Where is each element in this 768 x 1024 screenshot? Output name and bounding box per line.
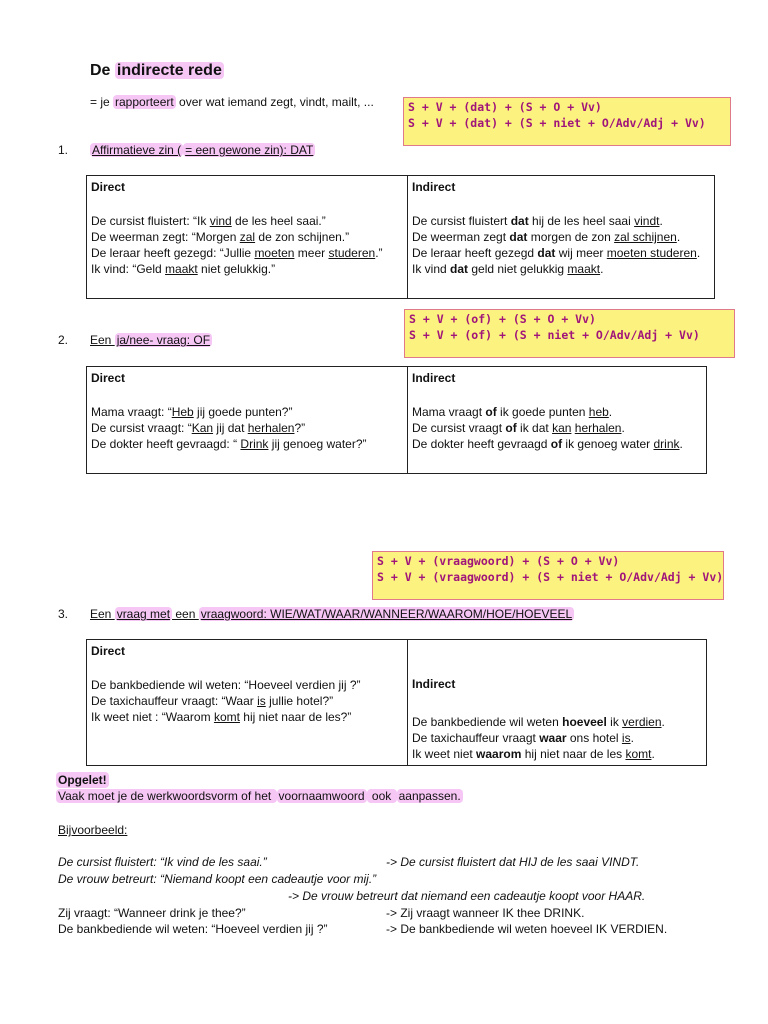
direct-column <box>87 640 408 766</box>
example-sentence: De taxichauffeur vraagt: “Waar is jullie hotel?” <box>91 694 334 708</box>
note-text: voornaamwoord <box>278 789 365 803</box>
example-sentence: De weerman zegt dat morgen de zon zal schijnen. <box>412 230 681 244</box>
example-sentence: Ik vind dat geld niet gelukkig maakt. <box>412 262 604 276</box>
section-heading-3 <box>90 607 574 621</box>
formula-line: S + V + (of) + (S + niet + O/Adv/Adj + Vv) <box>409 328 700 342</box>
heading-part: Een <box>90 333 115 347</box>
formula-line: S + V + (dat) + (S + O + Vv) <box>408 100 602 114</box>
title-highlight: indirecte rede <box>116 62 222 79</box>
column-header: Direct <box>91 644 126 658</box>
formula-box-of <box>404 309 735 358</box>
example-sentence: Mama vraagt: “Heb jij goede punten?” <box>91 405 293 419</box>
example-sentence: De taxichauffeur vraagt waar ons hotel is. <box>412 731 634 745</box>
column-header: Indirect <box>412 180 456 194</box>
example-sentence: Mama vraagt of ik goede punten heb. <box>412 405 613 419</box>
definition-highlight: rapporteert <box>115 95 174 109</box>
example-sentence: De cursist fluistert: “Ik vind de les heel saai.” <box>91 214 326 228</box>
direct-column <box>87 367 408 474</box>
definition-text: over wat iemand zegt, vindt, mailt, ... <box>175 95 374 109</box>
comparison-table-1 <box>86 175 715 299</box>
page-title <box>90 62 224 80</box>
example-sentence: De dokter heeft gevraagd of ik genoeg water drink. <box>412 437 683 451</box>
comparison-table-2 <box>86 366 707 474</box>
example-left: Zij vraagt: “Wanneer drink je thee?” <box>58 906 246 920</box>
definition-text: = je <box>90 95 114 109</box>
indirect-column <box>408 367 707 474</box>
column-header: Indirect <box>412 371 456 385</box>
example-sentence: Ik vind: “Geld maakt niet gelukkig.” <box>91 262 276 276</box>
note-block <box>56 772 463 804</box>
indirect-column <box>408 640 707 766</box>
definition <box>90 95 374 109</box>
comparison-table-3 <box>86 639 707 766</box>
formula-box-dat <box>403 97 731 146</box>
example-sentence: De cursist vraagt: “Kan jij dat herhalen?” <box>91 421 306 435</box>
section-heading-2 <box>90 333 212 347</box>
column-header: Indirect <box>412 677 456 691</box>
column-header: Direct <box>91 180 126 194</box>
note-title: Opgelet! <box>58 773 107 787</box>
title-prefix: De <box>90 62 115 79</box>
section-number: 3. <box>58 607 69 621</box>
heading-part: Affirmatieve zin ( <box>92 143 182 157</box>
heading-part: ja/nee- vraag: OF <box>116 333 211 347</box>
example-left: De vrouw betreurt: “Niemand koopt een cadeautje voor mij.” <box>58 872 377 886</box>
heading-part: Een <box>90 607 115 621</box>
section-heading-1 <box>90 143 315 157</box>
formula-line: S + V + (vraagwoord) + (S + O + Vv) <box>377 554 620 568</box>
formula-line: S + V + (vraagwoord) + (S + niet + O/Adv/Adj + Vv) <box>377 570 724 584</box>
example-sentence: De cursist vraagt of ik dat kan herhalen. <box>412 421 625 435</box>
example-right: -> De cursist fluistert dat HIJ de les saai VINDT. <box>386 855 640 869</box>
column-header: Direct <box>91 371 126 385</box>
example-sentence: De dokter heeft gevraagd: “ Drink jij genoeg water?” <box>91 437 367 451</box>
example-sentence: De weerman zegt: “Morgen zal de zon schijnen.” <box>91 230 350 244</box>
examples-label: Bijvoorbeeld: <box>58 823 128 837</box>
example-left: De bankbediende wil weten: “Hoeveel verdien jij ?” <box>58 922 328 936</box>
indirect-column <box>408 176 715 299</box>
example-sentence: De leraar heeft gezegd dat wij meer moeten studeren. <box>412 246 701 260</box>
note-text: Vaak moet je de werkwoordsvorm of het <box>58 789 275 803</box>
heading-part: = een gewone zin): DAT <box>185 143 314 157</box>
example-sentence: De leraar heeft gezegd: “Jullie moeten meer studeren.” <box>91 246 383 260</box>
heading-part: vraagwoord: WIE/WAT/WAAR/WANNEER/WAAROM/HOE/HOEVEEL <box>200 607 573 621</box>
example-sentence: Ik weet niet : “Waarom komt hij niet naar de les?” <box>91 710 352 724</box>
example-right: -> De vrouw betreurt dat niemand een cadeautje koopt voor HAAR. <box>288 889 646 903</box>
formula-box-vraagwoord <box>372 551 724 600</box>
example-right: -> De bankbediende wil weten hoeveel IK VERDIEN. <box>386 922 668 936</box>
note-text: ook <box>368 789 395 803</box>
example-sentence: De bankbediende wil weten hoeveel ik verdien. <box>412 715 665 729</box>
heading-part: vraag met <box>116 607 171 621</box>
section-number: 2. <box>58 333 69 347</box>
example-left: De cursist fluistert: “Ik vind de les saai.” <box>58 855 267 869</box>
example-sentence: De cursist fluistert dat hij de les heel saai vindt. <box>412 214 663 228</box>
section-number: 1. <box>58 143 69 157</box>
direct-column <box>87 176 408 299</box>
example-sentence: Ik weet niet waarom hij niet naar de les komt. <box>412 747 655 761</box>
heading-part: een <box>172 607 199 621</box>
formula-line: S + V + (dat) + (S + niet + O/Adv/Adj + Vv) <box>408 116 706 130</box>
note-text: aanpassen. <box>398 789 461 803</box>
example-sentence: De bankbediende wil weten: “Hoeveel verdien jij ?” <box>91 678 361 692</box>
example-right: -> Zij vraagt wanneer IK thee DRINK. <box>386 906 585 920</box>
formula-line: S + V + (of) + (S + O + Vv) <box>409 312 596 326</box>
